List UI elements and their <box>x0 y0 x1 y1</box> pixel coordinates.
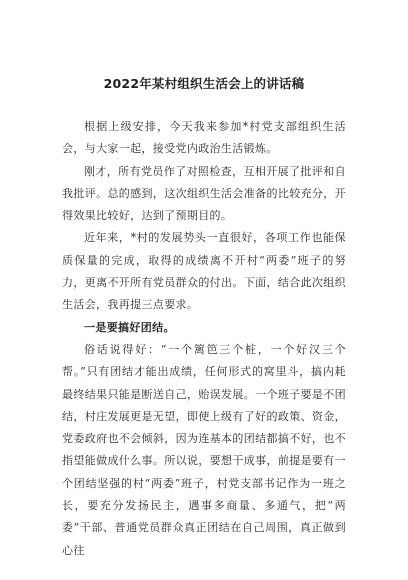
paragraph-unity: 俗话说得好：“一个篱笆三个桩，一个好汉三个帮。”只有团结才能出成绩，任何形式的窝里斗，搞内耗最终结果只能是断送自己，贻误发展。一个班子要是不团结，村庄发展更是无望，即使上级有了好的政策、资金，党委政府也不会倾斜，因为连基本的团结都搞不好，也不指望能做成什么事。所以说，要想干成事，前提是要有一个团结坚强的村“两委”班子，村党支部书记作为一班之长，要充分发扬民主，遇事多商量、多通气，把“两委”干部、普通党员群众真正团结在自己周围，真正做到心往 <box>62 342 346 557</box>
section-heading-unity: 一是要搞好团结。 <box>84 320 175 334</box>
document-title: 2022年某村组织生活会上的讲话稿 <box>103 76 305 91</box>
paragraph-review: 刚才，所有党员作了对照检查，互相开展了批评和自我批评。总的感到，这次组织生活会准备的比较充分，开得效果比较好，达到了预期目的。 <box>62 164 346 223</box>
document-body <box>62 116 346 562</box>
paragraph-requirements: 近年来，*村的发展势头一直很好，各项工作也能保质保量的完成，取得的成绩离不开村“两委”班子的努力，更离不开所有党员群众的付出。下面，结合此次组织生活会，我再提三点要求。 <box>62 231 346 312</box>
paragraph-intro: 根据上级安排，今天我来参加*村党支部组织生活会，与大家一起，接受党内政治生活锻炼。 <box>62 120 346 156</box>
